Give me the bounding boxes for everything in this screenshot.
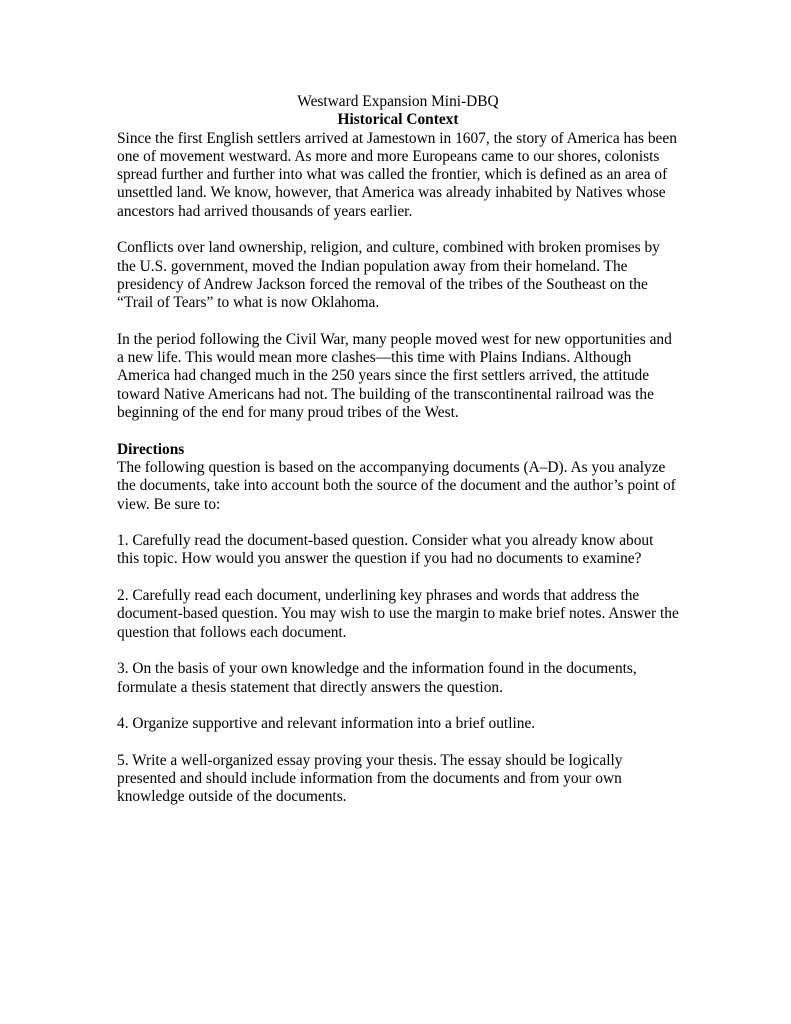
context-paragraph-1: Since the first English settlers arrived at Jamestown in 1607, the story of America has been one of movement westward. As more and more Europeans came to our shores, colonists spread further and further into what was called the frontier, which is defined as an area of unsettled land. We know, however, that America was already inhabited by Natives whose ancestors had arrived thousands of years earlier. — [117, 129, 677, 220]
context-paragraph-3: In the period following the Civil War, many people moved west for new opportunities and a new life. This would mean more clashes—this time with Plains Indians. Although America had changed much in the 250 years since the first settlers arrived, the attitude toward Native Americans had not. The building of the transcontinental railroad was the beginning of the end for many proud tribes of the West. — [117, 330, 672, 422]
historical-context-heading: Historical Context — [337, 111, 459, 129]
paragraph-spacer — [117, 313, 679, 331]
paragraph-spacer — [117, 733, 679, 751]
direction-step-2: 2. Carefully read each document, underlining key phrases and words that address the document-based question. You may wish to use the margin to make brief notes. Answer the question that follows each document. — [117, 587, 679, 641]
paragraph-spacer — [117, 697, 679, 715]
paragraph-spacer — [117, 422, 679, 440]
paragraph-spacer — [117, 221, 679, 239]
direction-step-4: 4. Organize supportive and relevant information into a brief outline. — [117, 715, 536, 733]
context-paragraph-2: Conflicts over land ownership, religion, and culture, combined with broken promises by the U.S. government, moved the Indian population away from their homeland. The presidency of Andrew Jackson forced the removal of the tribes of the Southeast on the “Trail of Tears” to what is now Oklahoma. — [117, 239, 660, 312]
paragraph-spacer — [117, 514, 679, 532]
direction-step-3: 3. On the basis of your own knowledge and the information found in the documents, formulate a thesis statement that directly answers the question. — [117, 660, 637, 696]
direction-step-5: 5. Write a well-organized essay proving your thesis. The essay should be logically presented and should include information from the documents and from your own knowledge outside of the documents. — [117, 751, 623, 806]
direction-step-1: 1. Carefully read the document-based question. Consider what you already know about this topic. How would you answer the question if you had no documents to examine? — [117, 532, 654, 568]
directions-heading: Directions — [117, 440, 185, 458]
paragraph-spacer — [117, 569, 679, 587]
document-title: Westward Expansion Mini-DBQ — [297, 93, 499, 110]
document-page — [117, 93, 679, 807]
directions-intro: The following question is based on the accompanying documents (A–D). As you analyze the documents, take into account both the source of the document and the author’s point of view. Be sure to: — [117, 458, 676, 513]
paragraph-spacer — [117, 642, 679, 660]
